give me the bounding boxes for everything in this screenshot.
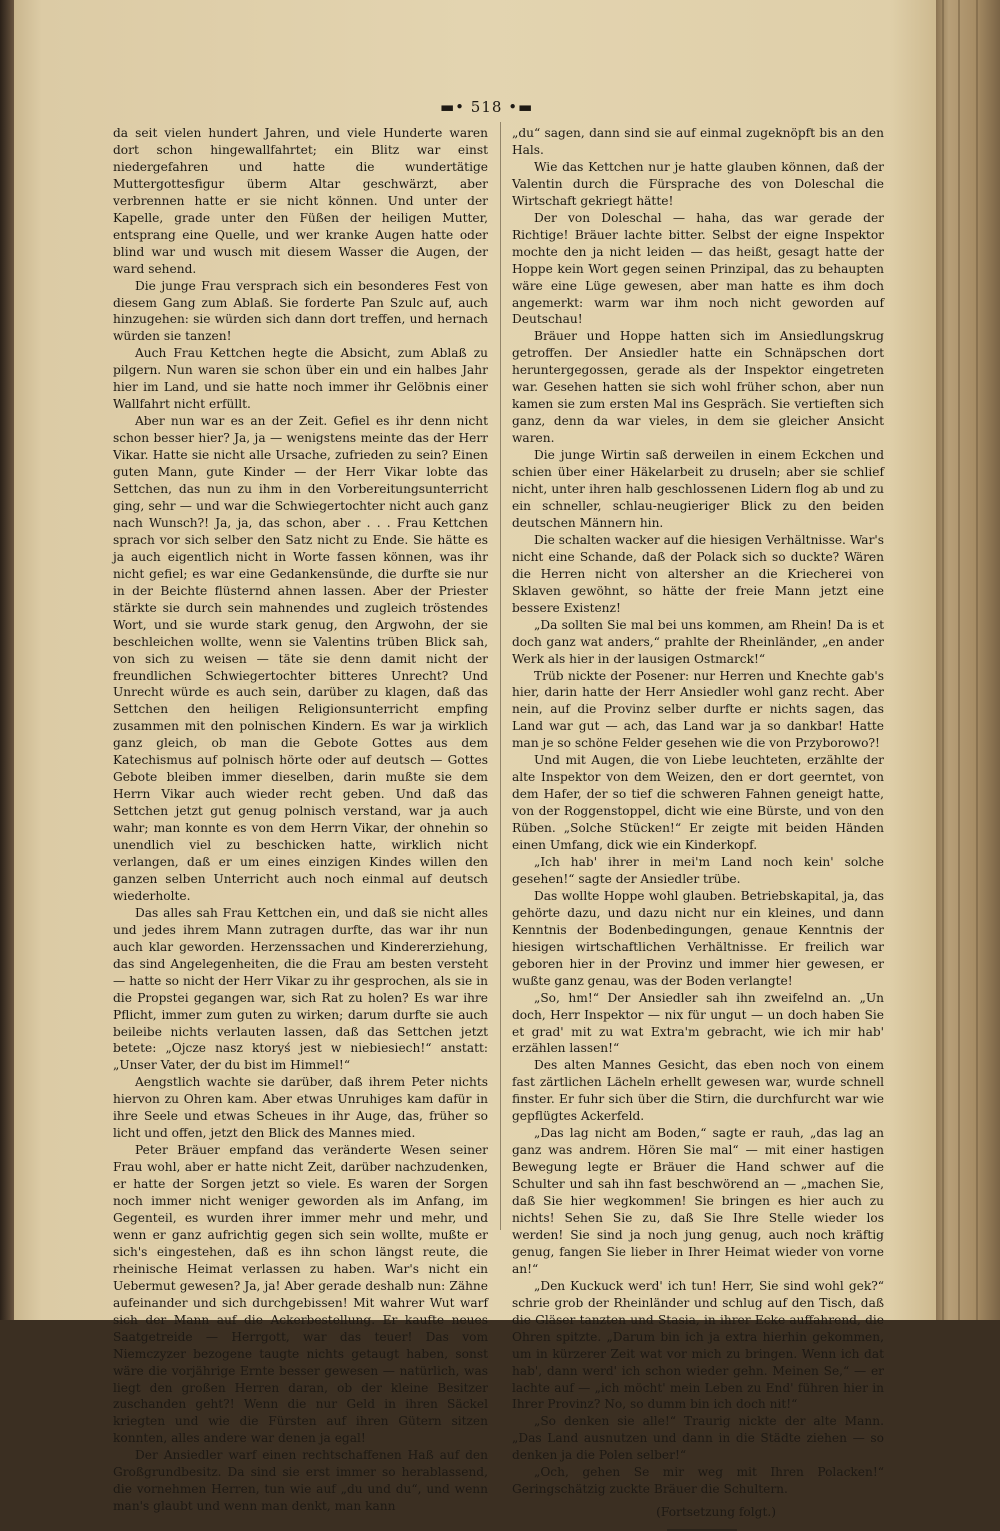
- column-divider: [500, 122, 501, 1230]
- page-number-ornament-left: ▬•: [440, 98, 471, 116]
- paragraph: „So denken sie alle!“ Traurig nickte der alte Mann. „Das Land ausnutzen und dann in die Städte ziehen — so denken ja die Polen selber!“: [512, 1414, 884, 1463]
- next-page-edge: [936, 0, 1000, 1320]
- left-column: [113, 125, 488, 1515]
- paragraph: Und mit Augen, die von Liebe leuchteten, erzählte der alte Inspektor von dem Weizen, den er dort geerntet, von dem Hafer, der so tief die schweren Fahnen geneigt hatte, von der Roggenstoppel, dicht wie eine Bürste, und von den Rüben. „Solche Stücken!“ Er zeigte mit beiden Händen einen Umfang, dick wie ein Kinderkopf.: [512, 753, 884, 853]
- paragraph: Das alles sah Frau Kettchen ein, und daß sie nicht alles und jedes ihrem Mann zutragen durfte, das war ihr nun auch klar geworden. Herzenssachen und Kindererziehung, das sind Angelegenheiten, die die Frau am besten versteht — hatte so nicht der Herr Vikar zu ihr gesprochen, als sie in die Propstei gegangen war, sich Rat zu holen? Es war ihre Pflicht, immer zum guten zu wirken; darum durfte sie auch beileibe nichts verlauten lassen, daß das Settchen jetzt betete: „Ojcze nasz ktoryś jest w niebiesiech!“ anstatt: „Unser Vater, der du bist im Himmel!“: [113, 905, 488, 1073]
- paragraph: Bräuer und Hoppe hatten sich im Ansiedlungskrug getroffen. Der Ansiedler hatte ein Schnäpschen dort heruntergegossen, gerade als der Inspektor eingetreten war. Gesehen hatten sie sich wohl früher schon, aber nun kamen sie zum ersten Mal ins Gespräch. Sie vertieften sich ganz, denn da war vieles, in dem sie gleicher Ansicht waren.: [512, 329, 884, 446]
- paragraph: Auch Frau Kettchen hegte die Absicht, zum Ablaß zu pilgern. Nun waren sie schon über ein und ein halbes Jahr hier im Land, und sie hatte noch immer ihr Gelöbnis einer Wallfahrt nicht erfüllt.: [113, 346, 488, 412]
- paragraph: Wie das Kettchen nur je hatte glauben können, daß der Valentin durch die Fürsprache des von Doleschal die Wirtschaft gekriegt hätte!: [512, 159, 884, 208]
- paragraph: Aengstlich wachte sie darüber, daß ihrem Peter nichts hiervon zu Ohren kam. Aber etwas Unruhiges kam dafür in ihre Seele und etwas Scheues in ihr Auge, das, früher so licht und offen, jetzt den Blick des Mannes mied.: [113, 1075, 488, 1141]
- paragraph: „du“ sagen, dann sind sie auf einmal zugeknöpft bis an den Hals.: [512, 126, 884, 157]
- right-column: [512, 125, 884, 1531]
- paragraph: „Ich hab' ihrer in mei'm Land noch kein' solche gesehen!“ sagte der Ansiedler trübe.: [512, 854, 884, 886]
- paragraph: „Och, gehen Se mir weg mit Ihren Polacken!“ Geringschätzig zuckte Bräuer die Schultern.: [512, 1465, 884, 1497]
- page-number-ornament-right: •▬: [502, 98, 534, 116]
- paragraph: Die junge Wirtin saß derweilen in einem Eckchen und schien über einer Häkelarbeit zu druseln; aber sie schlief nicht, unter ihren halb geschlossenen Lidern flog ab und zu ein schneller, schlau-neugieriger Blick zu den beiden deutschen Männern hin.: [512, 448, 884, 530]
- paragraph: „So, hm!“ Der Ansiedler sah ihn zweifelnd an. „Un doch, Herr Inspektor — nix für ungut — un doch haben Sie et grad' mit zu wat Extra'm gebracht, wie ich mir hab' erzählen lassen!“: [512, 990, 884, 1056]
- paragraph: Die junge Frau versprach sich ein besonderes Fest von diesem Gang zum Ablaß. Sie forderte Pan Szulc auf, auch hinzugehen: sie würden sich dann dort treffen, und hernach würden sie tanzen!: [113, 278, 488, 344]
- paragraph: Trüb nickte der Posener: nur Herren und Knechte gab's hier, darin hatte der Herr Ansiedler wohl ganz recht. Aber nein, auf die Provinz selber durfte er nichts sagen, das Land war gut — ach, das Land war ja so dankbar! Hatte man je so schöne Felder gesehen wie die von Przyborowo?!: [512, 668, 884, 751]
- paragraph: Peter Bräuer empfand das veränderte Wesen seiner Frau wohl, aber er hatte nicht Zeit, darüber nachzudenken, er hatte der Sorgen jetzt so viele. Es waren der Sorgen noch immer nicht weniger geworden als im Anfang, im Gegenteil, es wurden ihrer immer mehr und mehr, und wenn er ganz aufrichtig gegen sich sein wollte, mußte er sich's eingestehen, daß es ihn schon längst reute, die rheinische Heimat verlassen zu haben. War's nicht ein Uebermut gewesen? Ja, ja! Aber gerade deshalb nun: Zähne aufeinander und sich durchgebissen! Mit wahrer Wut warf sich der Mann auf die Ackerbestellung. Er kaufte neues Saatgetreide — Herrgott, war das teuer! Das vom Niemczyzer bezogene taugte nichts getaugt haben, sonst wäre die vorjährige Ernte besser gewesen — natürlich, was liegt den großen Herren daran, ob der kleine Besitzer zuschanden geht?! Wenn die nur Geld in ihren Säckel kriegten und wie die Fürsten auf ihren Gütern sitzen konnten, alles andere war denen ja egal!: [113, 1143, 488, 1446]
- paragraph: „Da sollten Sie mal bei uns kommen, am Rhein! Da is et doch ganz wat anders,“ prahlte der Rheinländer, „en ander Werk als hier in der lausigen Ostmarck!“: [512, 617, 884, 666]
- book-binding: [0, 0, 14, 1320]
- paragraph: Des alten Mannes Gesicht, das eben noch von einem fast zärtlichen Lächeln erhellt gewesen war, wurde schnell finster. Er fuhr sich über die Stirn, die durchfurcht war wie gepflügtes Ackerfeld.: [512, 1058, 884, 1124]
- paragraph: da seit vielen hundert Jahren, und viele Hunderte waren dort schon hingewallfahrtet; ein Blitz war einst niedergefahren und hatte die wundertätige Muttergottesfigur überm Altar geschwärzt, aber verbrennen hatte er sie nicht können. Und unter der Kapelle, grade unter den Füßen der heiligen Mutter, entsprang eine Quelle, und wer kranke Augen hatte oder blind war und wusch mit diesem Wasser die Augen, der ward sehend.: [113, 126, 488, 276]
- paragraph: Aber nun war es an der Zeit. Gefiel es ihr denn nicht schon besser hier? Ja, ja — wenigstens meinte das der Herr Vikar. Hatte sie nicht alle Ursache, zufrieden zu sein? Einen guten Mann, gute Kinder — der Herr Vikar lobte das Settchen, das nun zu ihm in den Vorbereitungsunterricht ging, sehr — und war die Schwiegertochter nicht auch ganz nach Wunsch?! Ja, ja, das schon, aber . . . Frau Kettchen sprach vor sich selber den Satz nicht zu Ende. Sie hätte es ja auch eigentlich nicht in Worte fassen können, was ihr nicht gefiel; es war eine Gedankensünde, die durfte sie nur in der Beichte flüsternd ahnen lassen. Aber der Priester stärkte sie durch sein mahnendes und zugleich tröstendes Wort, und sie wurde stark genug, den Argwohn, der sie beschleichen wollte, wenn sie Valentins trüben Blick sah, von sich zu weisen — täte sie denn damit nicht der freundlichen Schwiegertochter bitteres Unrecht? Und Unrecht würde es auch sein, darüber zu klagen, daß das Settchen den heiligen Religionsunterricht empfing zusammen mit den polnischen Kindern. Es war ja wirklich ganz gleich, ob man die Gebote Gottes aus dem Katechismus auf polnisch hörte oder auf deutsch — Gottes Gebote bleiben immer dieselben, darin mußte sie dem Herrn Vikar auch wieder recht geben. Und daß das Settchen jetzt gut genug polnisch verstand, war ja auch wahr; man konnte es von dem Herrn Vikar, der ohnehin so unendlich viel zu beschicken hatte, wirklich nicht verlangen, daß er um eines einzigen Kindes willen den ganzen selben Unterricht auch noch einmal auf deutsch wiederholte.: [113, 414, 488, 903]
- paragraph: „Das lag nicht am Boden,“ sagte er rauh, „das lag an ganz was andrem. Hören Sie mal“ — mit einer hastigen Bewegung legte er Bräuer die Hand schwer auf die Schulter und sah ihn fast beschwörend an — „machen Sie, daß Sie hier wegkommen! Sie bringen es hier auch zu nichts! Sehen Sie zu, daß Sie Ihre Stelle wieder los werden! Sie sind ja noch jung genug, auch noch kräftig genug, fangen Sie lieber in Ihrer Heimat wieder von vorne an!“: [512, 1126, 884, 1276]
- page-number-value: 518: [470, 98, 503, 116]
- paragraph: „Den Kuckuck werd' ich tun! Herr, Sie sind wohl gek?“ schrie grob der Rheinländer und schlug auf den Tisch, daß die Gläser tanzten und Stasia, in ihrer Ecke auffahrend, die Ohren spitzte. „Darum bin ich ja extra hierhin gekommen, um in kürzerer Zeit wat vor mich zu bringen. Wenn ich dat hab', dann werd' ich schon wieder gehn. Meinen Se,“ — er lachte auf — „ich möcht' mein Leben zu End' führen hier in Ihrer Provinz? No, so dumm bin ich doch nit!“: [512, 1278, 884, 1412]
- page-number: [440, 98, 533, 116]
- paragraph: Der Ansiedler warf einen rechtschaffenen Haß auf den Großgrundbesitz. Da sind sie erst immer so herablassend, die vornehmen Herren, tun wie auf „du und du“, und wenn man's glaubt und wenn man denkt, man kann: [113, 1448, 488, 1514]
- paragraph: Das wollte Hoppe wohl glauben. Betriebskapital, ja, das gehörte dazu, und dazu nicht nur ein kleines, und dann Kenntnis der Bodenbedingungen, genaue Kenntnis der hiesigen wirtschaftlichen Verhältnisse. Er freilich war geboren hier in der Provinz und immer hier gewesen, er wußte ganz genau, was der Boden verlangte!: [512, 888, 884, 988]
- paragraph: Die schalten wacker auf die hiesigen Verhältnisse. War's nicht eine Schande, daß der Polack sich so duckte? Wären die Herren nicht von altersher an die Kriecherei von Sklaven gewöhnt, so hätte der freie Mann jetzt eine bessere Existenz!: [512, 532, 884, 615]
- continuation-note: (Fortsetzung folgt.): [656, 1505, 776, 1520]
- paragraph: Der von Doleschal — haha, das war gerade der Richtige! Bräuer lachte bitter. Selbst der eigne Inspektor mochte den ja nicht leiden — das heißt, gesagt hatte der Hoppe kein Wort gegen seinen Prinzipal, das zu behaupten wäre eine Lüge gewesen, aber man hatte es ihm doch angemerkt: warm war ihm noch nicht geworden auf Deutschau!: [512, 210, 884, 327]
